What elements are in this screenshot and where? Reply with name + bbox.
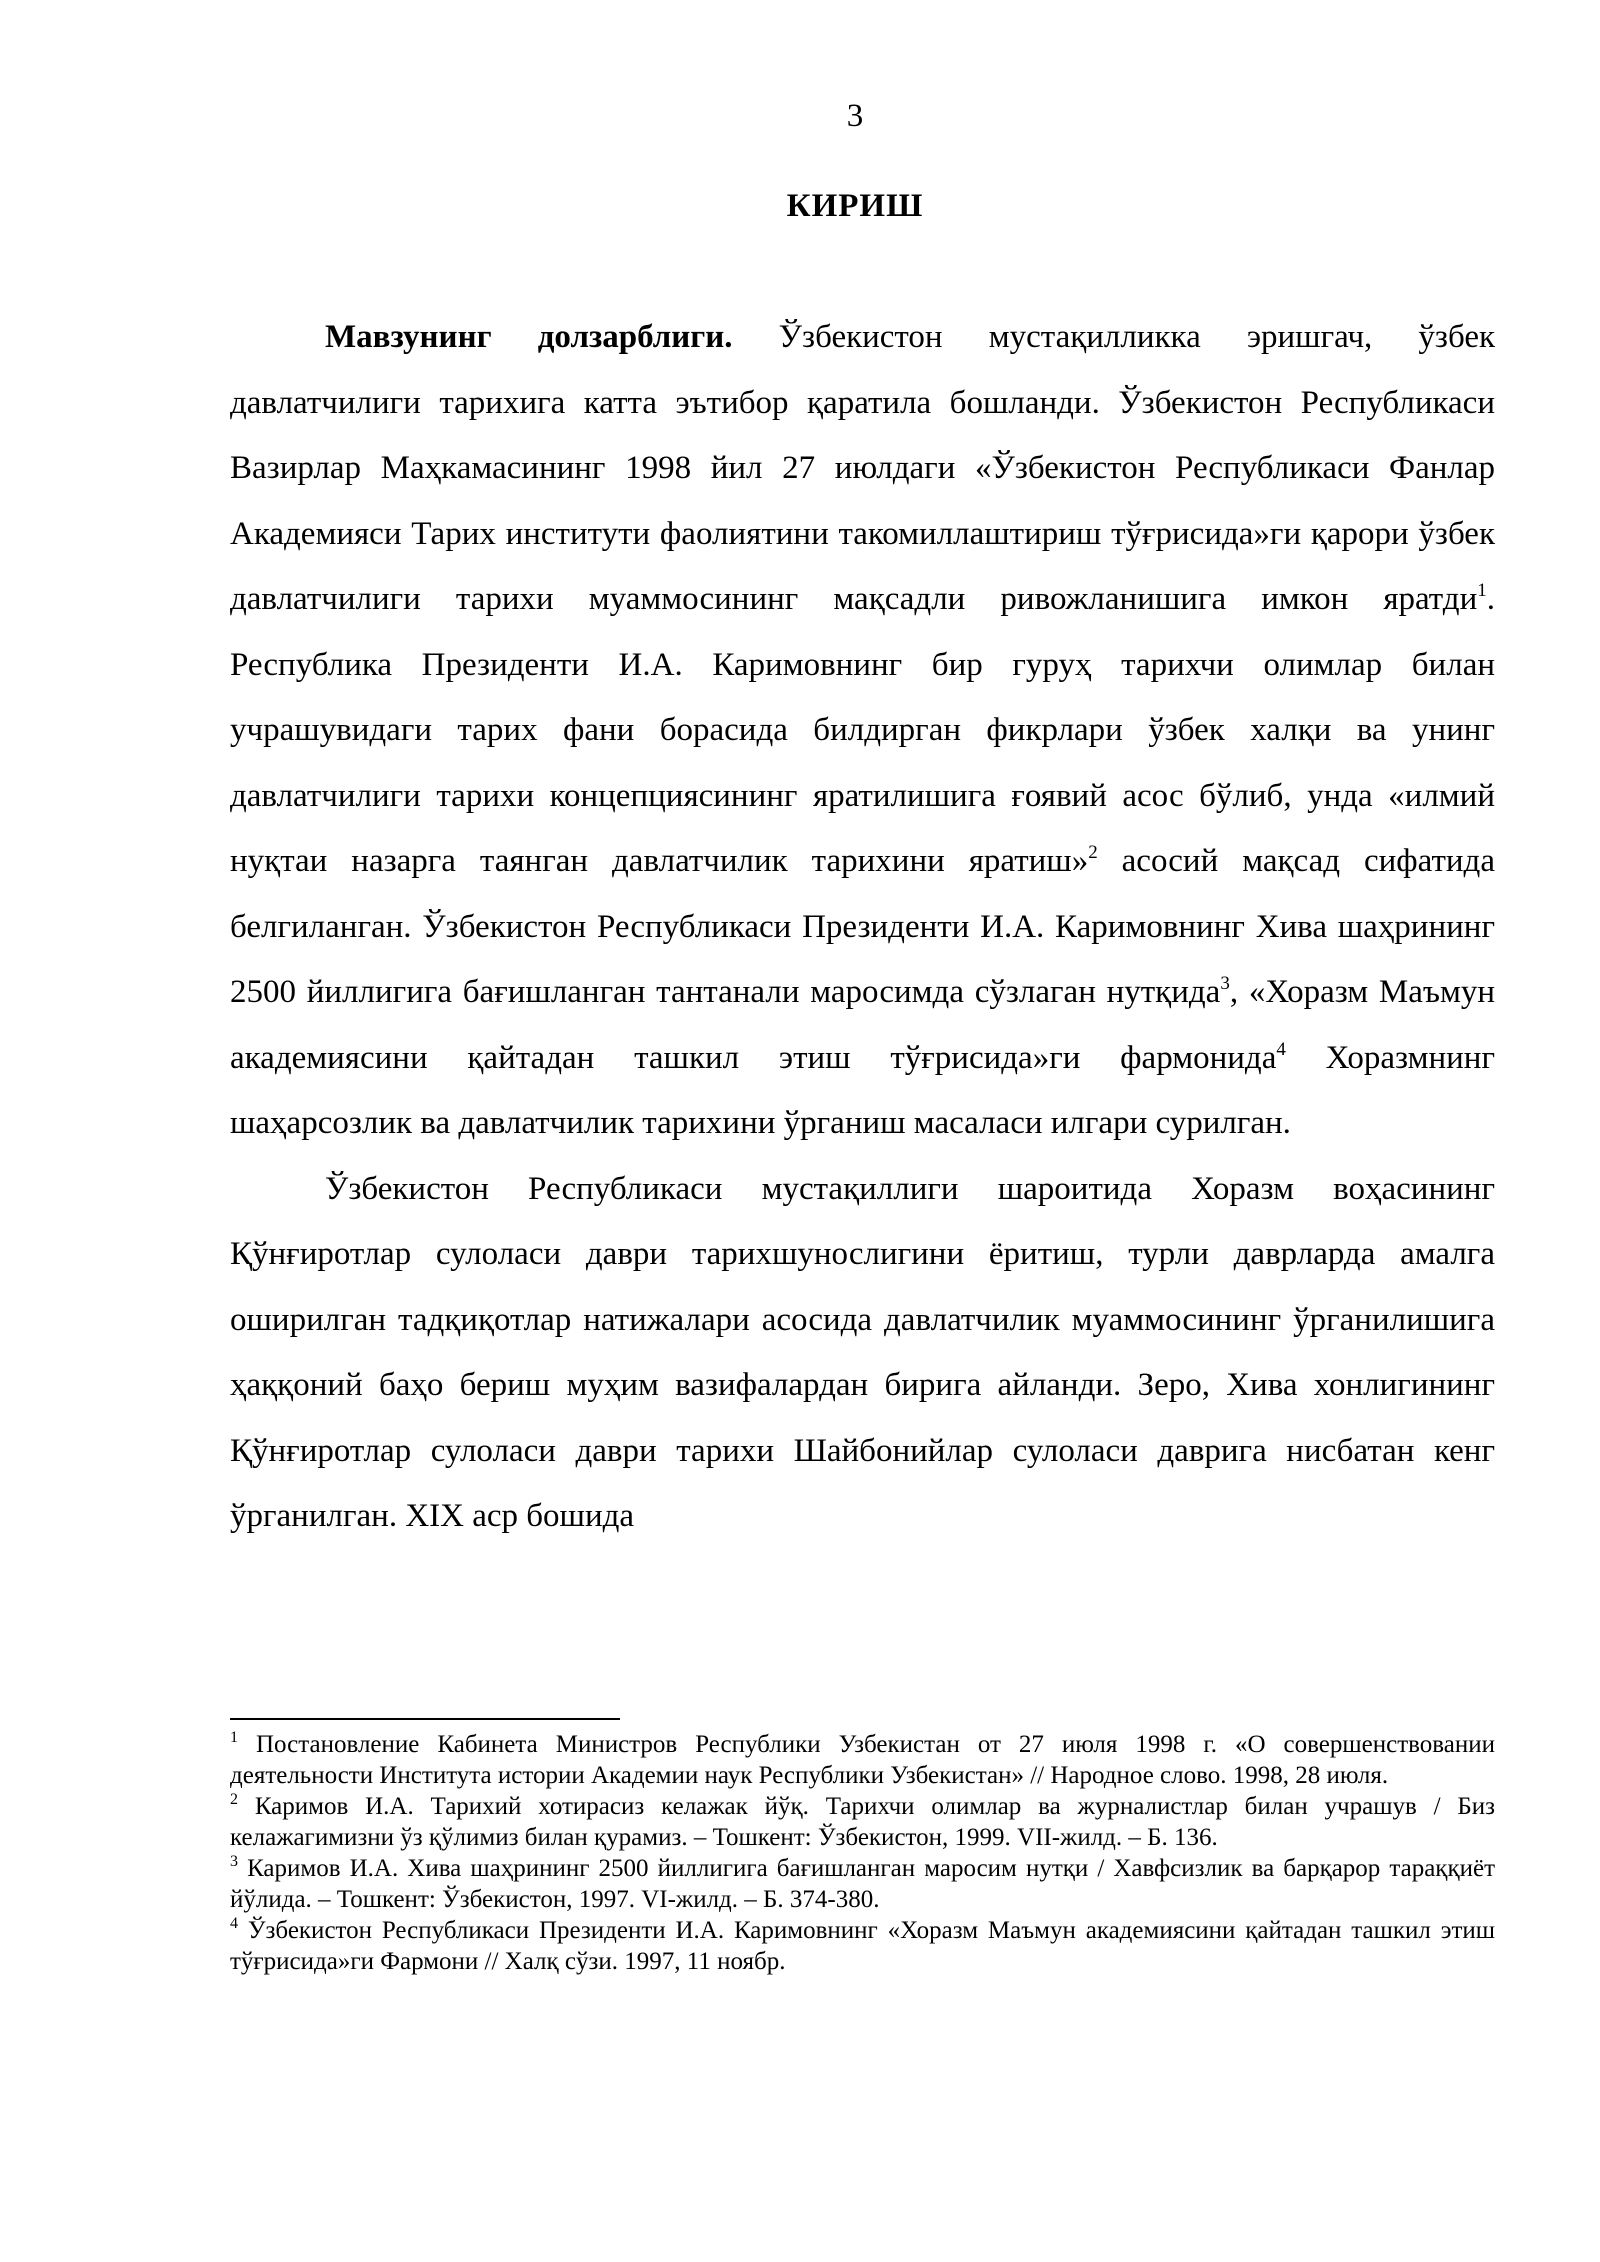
footnotes: [230, 1729, 1495, 1977]
footnote-text: Постановление Кабинета Министров Республики Узбекистан от 27 июля 1998 г. «О совершенствовании деятельности Института истории Академии наук Республики Узбекистан» // Народное слово. 1998, 28 июля.: [230, 1731, 1495, 1789]
paragraph-text: Хоразмнинг шаҳарсозлик ва давлатчилик тарихини ўрганиш масаласи илгари сурилган.: [230, 1039, 1495, 1141]
paragraph-relevance: [230, 305, 1495, 1157]
footnote-separator: [230, 1718, 620, 1720]
footnote-3: [230, 1853, 1495, 1915]
footnote-marker: 2: [230, 1791, 238, 1808]
section-title: КИРИШ: [786, 188, 924, 224]
footnote-ref-4: 4: [1276, 1038, 1286, 1060]
footnote-2: [230, 1791, 1495, 1853]
footnote-1: [230, 1729, 1495, 1791]
paragraph-text: . Республика Президенти И.А. Каримовнинг бир гуруҳ тарихчи олимлар билан учрашувидаги тарих фани борасида билдирган фикрлари ўзбек халқи ва унинг давлатчилиги тарихи концепциясининг яратилишига ғоявий асос бўлиб, унда «илмий нуқтаи назарга таянган давлатчилик тарихини яратиш»: [230, 581, 1495, 879]
page-number: 3: [846, 98, 864, 134]
footnote-marker: 3: [230, 1853, 238, 1870]
paragraph-text: , «Хоразм Маъмун академиясини қайтадан ташкил этиш тўғрисида»ги фармонида: [230, 974, 1496, 1076]
paragraph-second: Ўзбекистон Республикаси мустақиллиги шароитида Хоразм воҳасининг Қўнғиротлар сулоласи даври тарихшунослигини ёритиш, турли даврларда амалга оширилган тадқиқотлар натижалари асосида давлатчилик муаммосининг ўрганилишига ҳаққоний баҳо бериш муҳим вазифалардан бирига айланди. Зеро, Хива хонлигининг Қўнғиротлар сулоласи даври тарихи Шайбонийлар сулоласи даврига нисбатан кенг ўрганилган. XIX аср бошида: [230, 1170, 1495, 1534]
paragraph-lead-heading: Мавзунинг долзарблиги.: [325, 319, 733, 355]
footnote-marker: 4: [230, 1915, 238, 1932]
body-text: [230, 305, 1495, 1550]
footnote-ref-2: 2: [1088, 842, 1098, 863]
footnote-marker: 1: [230, 1729, 238, 1746]
paragraph-text: асосий мақсад сифатида белгиланган. Ўзбекистон Республикаси Президенти И.А. Каримовнинг Хива шаҳрининг 2500 йиллигига бағишланган тантанали маросимда сўзлаган нутқида: [230, 843, 1495, 1010]
footnote-text: Каримов И.А. Тарихий хотирасиз келажак йўқ. Тарихчи олимлар ва журналистлар билан учрашув / Биз келажагимизни ўз қўлимиз билан қурамиз. – Тошкент: Ўзбекистон, 1999. VII-жилд. – Б. 136.: [230, 1793, 1495, 1851]
footnote-ref-3: 3: [1220, 973, 1230, 994]
footnote-text: Ўзбекистон Республикаси Президенти И.А. Каримовнинг «Хоразм Маъмун академиясини қайтадан ташкил этиш тўғрисида»ги Фармони // Халқ сўзи. 1997, 11 ноябр.: [230, 1917, 1495, 1975]
footnote-text: Каримов И.А. Хива шаҳрининг 2500 йиллигига бағишланган маросим нутқи / Хавфсизлик ва барқарор тараққиёт йўлида. – Тошкент: Ўзбекистон, 1997. VI-жилд. – Б. 374-380.: [230, 1855, 1495, 1913]
footnote-ref-1: 1: [1477, 580, 1487, 601]
footnote-4: [230, 1915, 1495, 1977]
paragraph-text: Ўзбекистон мустақилликка эришгач, ўзбек давлатчилиги тарихига катта эътибор қаратила бошланди. Ўзбекистон Республикаси Вазирлар Маҳкамасининг 1998 йил 27 июлдаги «Ўзбекистон Республикаси Фанлар Академияси Тарих институти фаолиятини такомиллаштириш тўғрисида»ги қарори ўзбек давлатчилиги тарихи муаммосининг мақсадли ривожланишига имкон яратди: [230, 319, 1495, 617]
